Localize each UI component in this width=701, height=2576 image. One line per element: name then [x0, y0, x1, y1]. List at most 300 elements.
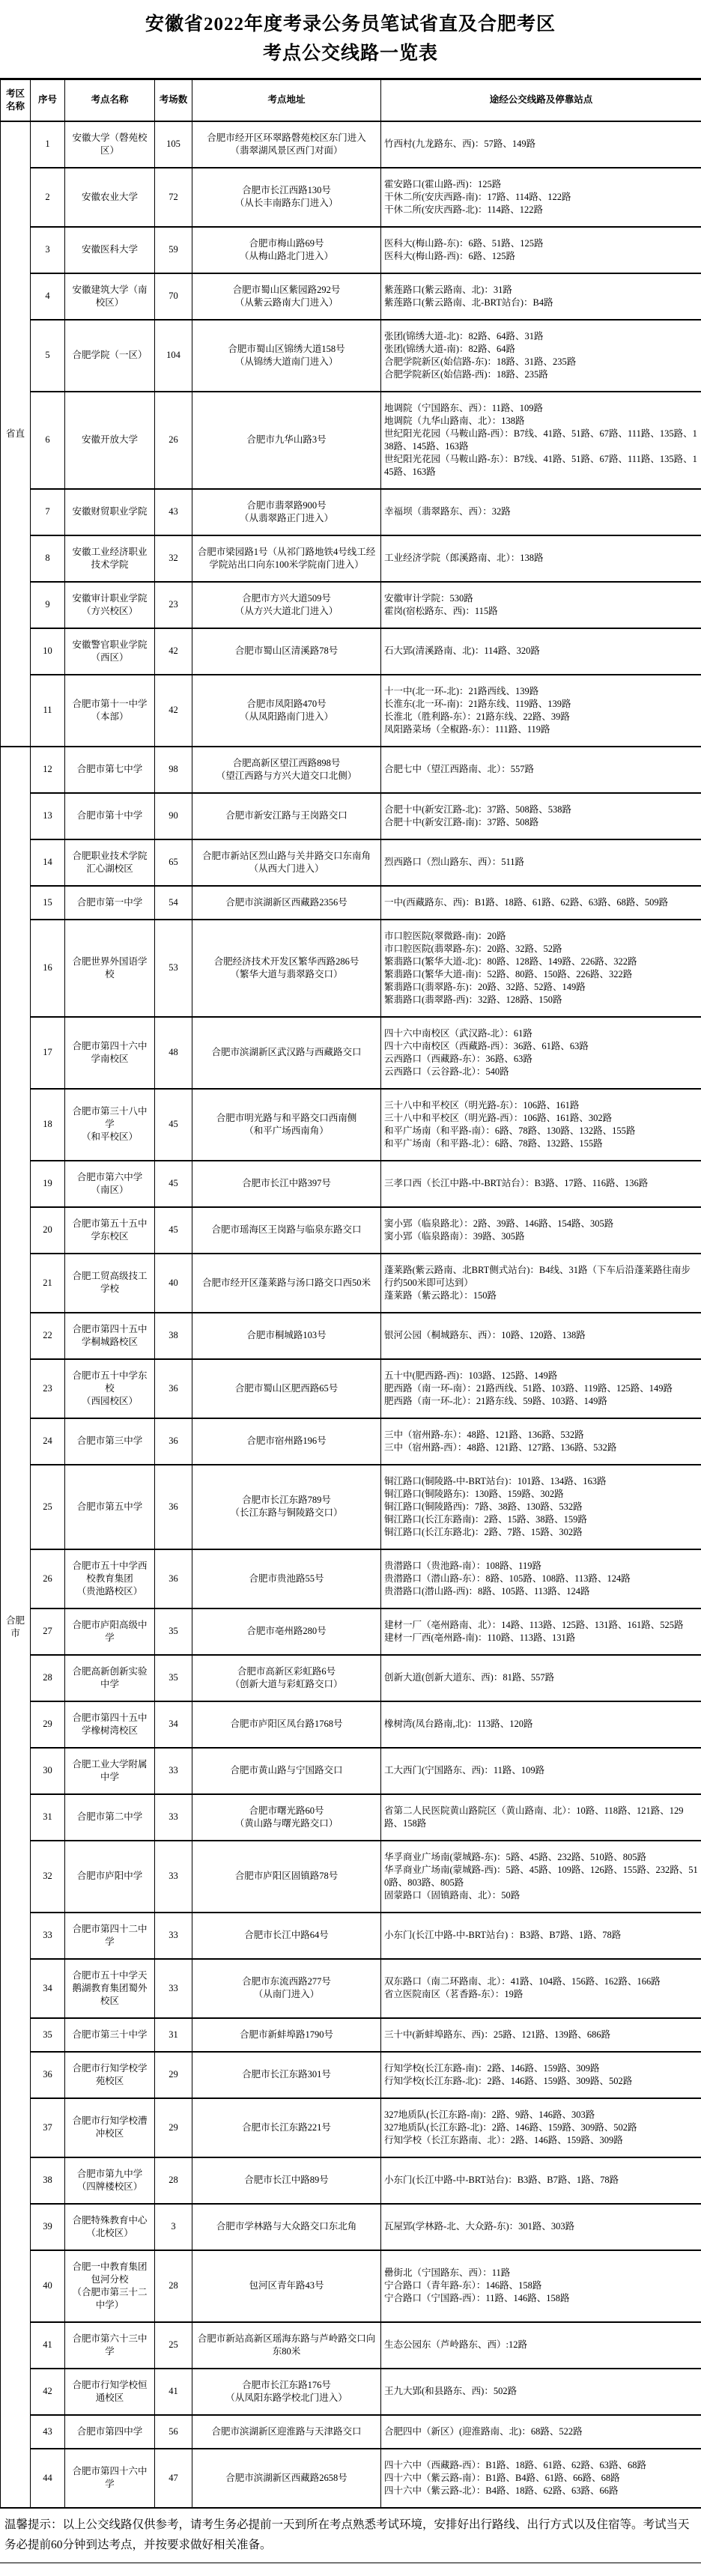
table-row — [1, 489, 701, 535]
bus-routes-cell — [381, 793, 701, 839]
bus-routes-cell — [381, 320, 701, 392]
site-address-cell: 合肥市瑶海区王岗路与临泉东路交口 — [192, 1207, 381, 1254]
room-count-cell: 48 — [155, 1017, 192, 1089]
site-name-cell: 合肥市第三中学 — [65, 1418, 155, 1465]
table-row — [1, 2052, 701, 2098]
room-count-cell: 45 — [155, 1207, 192, 1254]
site-name-cell: 合肥市庐阳中学 — [65, 1841, 155, 1913]
room-count-cell: 56 — [155, 2415, 192, 2449]
site-address-cell: 合肥市黄山路与宁国路交口 — [192, 1748, 381, 1794]
room-count-cell: 38 — [155, 1313, 192, 1359]
room-count-cell: 40 — [155, 1254, 192, 1313]
site-address-cell: 合肥市庐阳区固镇路78号 — [192, 1841, 381, 1913]
site-name-cell: 合肥市第一中学 — [65, 886, 155, 920]
seq-no-cell: 37 — [31, 2098, 65, 2157]
site-name-cell: 安徽警官职业学院（西区） — [65, 628, 155, 675]
table-row — [1, 1701, 701, 1748]
seq-no-cell: 19 — [31, 1161, 65, 1207]
table-row — [1, 2322, 701, 2369]
bus-routes-cell — [381, 1089, 701, 1161]
route-line: 工大西门(宁国路东、西)：11路、109路 — [384, 1765, 545, 1775]
exam-area-cell: 省直 — [1, 121, 31, 747]
bus-routes-cell — [381, 1841, 701, 1913]
route-line: 三十八中和平校区（明光路-西）：106路、161路、302路 — [384, 1112, 613, 1123]
table-row — [1, 747, 701, 793]
site-address-cell: 合肥市经开区蓬莱路与汤口路交口西50米 — [192, 1254, 381, 1313]
route-line: 王九大郢(和县路东、西)：502路 — [384, 2386, 518, 2396]
bus-routes-cell — [381, 489, 701, 535]
site-name-cell: 合肥市第四十二中学 — [65, 1913, 155, 1959]
site-address-cell: 合肥市长江东路221号 — [192, 2098, 381, 2157]
table-row — [1, 1748, 701, 1794]
bus-routes-cell — [381, 2250, 701, 2322]
room-count-cell: 42 — [155, 628, 192, 675]
site-address-cell: 合肥市蜀山区肥西路65号 — [192, 1359, 381, 1418]
bus-routes-cell — [381, 2098, 701, 2157]
route-line: 竹西村(九龙路东、西)：57路、149路 — [384, 139, 536, 149]
bus-routes-cell — [381, 1959, 701, 2018]
room-count-cell: 41 — [155, 2369, 192, 2415]
room-count-cell: 104 — [155, 320, 192, 392]
table-row — [1, 582, 701, 628]
table-row — [1, 1465, 701, 1549]
site-address-cell: 合肥市长江东路176号 （从凤阳东路学校北门进入） — [192, 2369, 381, 2415]
seq-no-cell: 21 — [31, 1254, 65, 1313]
site-name-cell: 安徽大学（磬苑校区） — [65, 121, 155, 168]
route-line: 市口腔医院(翠微路-南)：20路 — [384, 930, 506, 941]
room-count-cell: 31 — [155, 2018, 192, 2052]
route-line: 四十六中（西藏路-西）：B1路、18路、61路、62路、63路、68路 — [384, 2459, 647, 2470]
seq-no-cell: 2 — [31, 168, 65, 227]
bus-routes-cell — [381, 1207, 701, 1254]
seq-no-cell: 23 — [31, 1359, 65, 1418]
route-line: 省第二人民医院黄山路院区（黄山路南、北）：10路、118路、121路、129路、158路 — [384, 1805, 684, 1829]
column-header-site-name: 考点名称 — [65, 79, 155, 121]
site-address-cell: 合肥市凤阳路470号 （从凤阳路南门进入） — [192, 675, 381, 747]
seq-no-cell: 10 — [31, 628, 65, 675]
seq-no-cell: 38 — [31, 2157, 65, 2204]
table-row — [1, 628, 701, 675]
seq-no-cell: 6 — [31, 392, 65, 489]
route-line: 云西路口（西藏路-东）：36路、63路 — [384, 1053, 532, 1064]
route-line: 繁翡路口(翡翠路-东)：20路、32路、52路、149路 — [384, 981, 586, 992]
seq-no-cell: 27 — [31, 1609, 65, 1655]
bus-routes-cell — [381, 1017, 701, 1089]
title-line-2: 考点公交线路一览表 — [262, 43, 438, 64]
site-name-cell: 合肥市第五十五中学东校区 — [65, 1207, 155, 1254]
route-line: 铜江路口(长江东路南)：2路、15路、38路、159路 — [384, 1513, 587, 1525]
route-line: 合肥四中（新区）(迎淮路南、北)：68路、522路 — [384, 2425, 583, 2437]
route-line: 肥西路（南一环-南）：21路西线、51路、103路、119路、125路、149路 — [384, 1382, 673, 1394]
route-line: 干休二所(安庆西路-南)：17路、114路、122路 — [384, 191, 571, 202]
route-line: 五十中(肥西路-西)：103路、125路、149路 — [384, 1370, 558, 1381]
table-row — [1, 1841, 701, 1913]
site-name-cell: 合肥市行知学校学苑校区 — [65, 2052, 155, 2098]
table-row — [1, 675, 701, 747]
seq-no-cell: 3 — [31, 227, 65, 273]
route-line: 三中（宿州路-西）：48路、121路、127路、136路、532路 — [384, 1442, 617, 1453]
bus-routes-cell — [381, 628, 701, 675]
site-address-cell: 合肥市蜀山区清溪路78号 — [192, 628, 381, 675]
site-name-cell: 合肥市第四十五中学橡树湾校区 — [65, 1701, 155, 1748]
route-line: 合肥学院新区(始信路-西)：18路、235路 — [384, 368, 548, 380]
route-line: 工业经济学院（郎溪路南、北）：138路 — [384, 553, 544, 563]
route-line: 地调院（宁国路东、西）：11路、109路 — [384, 402, 544, 413]
route-line: 凤阳路菜场（全椒路-东）：111路、119路 — [384, 723, 550, 735]
table-row — [1, 1161, 701, 1207]
site-name-cell: 合肥市第四十六中学 — [65, 2449, 155, 2508]
site-name-cell: 合肥市第六十三中学 — [65, 2322, 155, 2369]
room-count-cell: 90 — [155, 793, 192, 839]
route-line: 蓬莱路(紫云路南、北BRT侧式站台)：B4线、31路（下车后沿蓬莱路往南步行约500米即可达到） — [384, 1264, 691, 1288]
route-line: 地调院（九华山路南、北）：138路 — [384, 415, 525, 426]
site-name-cell: 安徽医科大学 — [65, 227, 155, 273]
room-count-cell: 43 — [155, 489, 192, 535]
site-address-cell: 合肥市亳州路280号 — [192, 1609, 381, 1655]
site-address-cell: 合肥市新安江路与王岗路交口 — [192, 793, 381, 839]
footer-reminder-note: 温馨提示：以上公交线路仅供参考，请考生务必提前一天到所在考点熟悉考试环境，安排好出行路线、出行方式以及住宿等。考试当天务必提前60分钟到达考点，并按要求做好相关准备。 — [0, 2509, 701, 2563]
seq-no-cell: 16 — [31, 920, 65, 1017]
route-line: 张团(锦绣大道-南)：82路、64路 — [384, 343, 515, 354]
room-count-cell: 33 — [155, 1913, 192, 1959]
table-row — [1, 2204, 701, 2250]
route-line: 四十六中（紫云路-南）：B1路、B4路、61路、66路、68路 — [384, 2472, 620, 2483]
seq-no-cell: 1 — [31, 121, 65, 168]
column-header-exam-area: 考区名称 — [1, 79, 31, 121]
table-row — [1, 1254, 701, 1313]
room-count-cell: 33 — [155, 1959, 192, 2018]
room-count-cell: 26 — [155, 392, 192, 489]
seq-no-cell: 30 — [31, 1748, 65, 1794]
route-line: 省立医院南区（茗香路-东）：19路 — [384, 1989, 524, 1999]
site-address-cell: 合肥市滨湖新区武汉路与西藏路交口 — [192, 1017, 381, 1089]
site-name-cell: 合肥市行知学校漕冲校区 — [65, 2098, 155, 2157]
room-count-cell: 23 — [155, 582, 192, 628]
site-address-cell: 合肥市滨湖新区迎淮路与天津路交口 — [192, 2415, 381, 2449]
route-line: 华孚商业广场南(蒙城路-东)：5路、45路、232路、510路、805路 — [384, 1851, 646, 1862]
site-name-cell: 合肥市第二中学 — [65, 1794, 155, 1841]
route-line: 窦小郢（临泉路北）：2路、39路、146路、154路、305路 — [384, 1218, 614, 1229]
route-line: 银河公园（桐城路东、西）：10路、120路、138路 — [384, 1330, 586, 1340]
seq-no-cell: 13 — [31, 793, 65, 839]
seq-no-cell: 8 — [31, 535, 65, 582]
route-line: 327地质队(长江东路-北)：2路、146路、159路、309路、502路 — [384, 2121, 637, 2133]
site-name-cell: 合肥市行知学校恒通校区 — [65, 2369, 155, 2415]
site-address-cell: 合肥高新区望江西路898号 （望江西路与方兴大道交口北侧） — [192, 747, 381, 793]
seq-no-cell: 25 — [31, 1465, 65, 1549]
site-name-cell: 合肥职业技术学院汇心湖校区 — [65, 839, 155, 886]
room-count-cell: 98 — [155, 747, 192, 793]
table-row — [1, 2098, 701, 2157]
site-name-cell: 安徽农业大学 — [65, 168, 155, 227]
route-line: 合肥学院新区(始信路-东)：18路、31路、235路 — [384, 356, 577, 367]
exam-area-cell: 合肥市 — [1, 747, 31, 2508]
room-count-cell: 33 — [155, 1748, 192, 1794]
room-count-cell: 45 — [155, 1161, 192, 1207]
seq-no-cell: 31 — [31, 1794, 65, 1841]
seq-no-cell: 5 — [31, 320, 65, 392]
route-line: 云西路口（云谷路-北）：540路 — [384, 1066, 509, 1077]
table-row — [1, 2018, 701, 2052]
site-name-cell: 合肥世界外国语学校 — [65, 920, 155, 1017]
room-count-cell: 36 — [155, 1549, 192, 1609]
site-name-cell: 合肥市五十中学东校 （西园校区） — [65, 1359, 155, 1418]
bus-routes-cell — [381, 121, 701, 168]
route-line: 三孝口西（长江中路-中-BRT站台）：B3路、17路、116路、136路 — [384, 1178, 649, 1188]
route-line: 四十六中南校区（西藏路-西）：36路、61路、63路 — [384, 1040, 589, 1051]
seq-no-cell: 32 — [31, 1841, 65, 1913]
site-name-cell: 合肥市庐阳高级中学 — [65, 1609, 155, 1655]
table-row — [1, 1359, 701, 1418]
room-count-cell: 53 — [155, 920, 192, 1017]
route-line: 罍街北（宁国路东、西）：11路 — [384, 2267, 511, 2278]
site-name-cell: 合肥市第五中学 — [65, 1465, 155, 1549]
site-address-cell: 合肥市高新区彩虹路6号 （创新大道与彩虹路交口） — [192, 1655, 381, 1701]
route-line: 合肥十中(新安江路-北)：37路、508路、538路 — [384, 804, 571, 815]
table-row — [1, 1549, 701, 1609]
site-name-cell: 合肥市第三十八中学 （和平校区） — [65, 1089, 155, 1161]
site-address-cell: 合肥市长江西路130号 （从长丰南路东门进入） — [192, 168, 381, 227]
bus-routes-cell — [381, 1701, 701, 1748]
route-line: 长淮北（胜利路-东）：21路东线、22路、39路 — [384, 711, 570, 722]
table-row — [1, 273, 701, 320]
site-name-cell: 安徽工业经济职业技术学院 — [65, 535, 155, 582]
seq-no-cell: 29 — [31, 1701, 65, 1748]
route-line: 石大郢(清溪路南、北)：114路、320路 — [384, 645, 540, 656]
bus-routes-cell — [381, 273, 701, 320]
seq-no-cell: 12 — [31, 747, 65, 793]
seq-no-cell: 4 — [31, 273, 65, 320]
room-count-cell: 34 — [155, 1701, 192, 1748]
table-row — [1, 1655, 701, 1701]
route-line: 和平广场南（和平路-北）：6路、78路、132路、155路 — [384, 1137, 603, 1149]
site-address-cell: 包河区青年路43号 — [192, 2250, 381, 2322]
seq-no-cell: 35 — [31, 2018, 65, 2052]
seq-no-cell: 9 — [31, 582, 65, 628]
seq-no-cell: 42 — [31, 2369, 65, 2415]
bus-routes-cell — [381, 2449, 701, 2508]
site-address-cell: 合肥市长江中路89号 — [192, 2157, 381, 2204]
title-line-1: 安徽省2022年度考录公务员笔试省直及合肥考区 — [145, 14, 556, 34]
route-line: 铜江路口(长江东路北)：2路、7路、15路、302路 — [384, 1526, 583, 1537]
seq-no-cell: 40 — [31, 2250, 65, 2322]
room-count-cell: 35 — [155, 1609, 192, 1655]
room-count-cell: 72 — [155, 168, 192, 227]
seq-no-cell: 14 — [31, 839, 65, 886]
table-row — [1, 1959, 701, 2018]
seq-no-cell: 17 — [31, 1017, 65, 1089]
room-count-cell: 45 — [155, 1089, 192, 1161]
route-line: 繁翡路口(翡翠路-西)：32路、128路、150路 — [384, 994, 562, 1005]
site-address-cell: 合肥市贵池路55号 — [192, 1549, 381, 1609]
bus-routes-cell — [381, 2052, 701, 2098]
table-row — [1, 168, 701, 227]
site-name-cell: 安徽建筑大学（南校区） — [65, 273, 155, 320]
site-address-cell: 合肥市新站高新区瑶海东路与芦岭路交口向东80米 — [192, 2322, 381, 2369]
room-count-cell: 105 — [155, 121, 192, 168]
route-line: 贵潜路口(潜山路-西)：8路、105路、113路、124路 — [384, 1585, 590, 1597]
room-count-cell: 36 — [155, 1465, 192, 1549]
table-row — [1, 793, 701, 839]
room-count-cell: 59 — [155, 227, 192, 273]
site-name-cell: 合肥市第七中学 — [65, 747, 155, 793]
site-address-cell: 合肥市滨湖新区西藏路2356号 — [192, 886, 381, 920]
route-line: 橡树湾(凤台路南,北)：113路、120路 — [384, 1719, 533, 1729]
site-name-cell: 合肥市第六中学（南区） — [65, 1161, 155, 1207]
table-row — [1, 535, 701, 582]
bus-routes-cell — [381, 1161, 701, 1207]
bus-routes-cell — [381, 1549, 701, 1609]
route-line: 安徽审计学院：530路 — [384, 592, 473, 604]
route-line: 小东门(长江中路-中-BRT站台)：B3路、B7路、1路、78路 — [384, 2175, 619, 2185]
table-row — [1, 1089, 701, 1161]
bus-routes-cell — [381, 1359, 701, 1418]
room-count-cell: 28 — [155, 2250, 192, 2322]
route-line: 贵潜路口（贵池路-南）：108路、119路 — [384, 1560, 541, 1571]
room-count-cell: 65 — [155, 839, 192, 886]
table-row — [1, 2415, 701, 2449]
room-count-cell: 47 — [155, 2449, 192, 2508]
route-line: 固蒙路口（固镇路南、北）：50路 — [384, 1889, 521, 1901]
table-row — [1, 839, 701, 886]
route-line: 幸福坝（翡翠路东、西）：32路 — [384, 506, 511, 517]
route-line: 世纪阳光花园（马鞍山路-东）：B7线、41路、51路、67路、111路、135路、145路、163路 — [384, 453, 697, 477]
site-name-cell: 合肥市第四中学 — [65, 2415, 155, 2449]
table-row — [1, 1418, 701, 1465]
seq-no-cell: 20 — [31, 1207, 65, 1254]
seq-no-cell: 18 — [31, 1089, 65, 1161]
route-line: 双东路口（南二环路南、北）：41路、104路、156路、162路、166路 — [384, 1976, 661, 1987]
route-line: 四十六中（紫云路-北）：B4路、18路、62路、63路、66路 — [384, 2485, 619, 2496]
room-count-cell: 70 — [155, 273, 192, 320]
table-row — [1, 392, 701, 489]
site-name-cell: 合肥学院（一区） — [65, 320, 155, 392]
site-address-cell: 合肥市长江中路64号 — [192, 1913, 381, 1959]
site-address-cell: 合肥市方兴大道509号 （从方兴大道北门进入） — [192, 582, 381, 628]
site-address-cell: 合肥市曙光路60号 （黄山路与曙光路交口） — [192, 1794, 381, 1841]
site-address-cell: 合肥市九华山路3号 — [192, 392, 381, 489]
seq-no-cell: 36 — [31, 2052, 65, 2098]
room-count-cell: 36 — [155, 1418, 192, 1465]
site-name-cell: 安徽审计职业学院（方兴校区） — [65, 582, 155, 628]
route-line: 行知学校(长江东路-北)：2路、146路、159路、309路、502路 — [384, 2075, 633, 2086]
site-address-cell: 合肥市庐阳区凤台路1768号 — [192, 1701, 381, 1748]
bus-routes-cell — [381, 1748, 701, 1794]
site-address-cell: 合肥市明光路与和平路交口西南侧 （和平广场西南角） — [192, 1089, 381, 1161]
table-row — [1, 920, 701, 1017]
site-address-cell: 合肥市学林路与大众路交口东北角 — [192, 2204, 381, 2250]
route-line: 327地质队(长江东路-南)：2路、9路、146路、303路 — [384, 2109, 595, 2120]
seq-no-cell: 41 — [31, 2322, 65, 2369]
bus-routes-cell — [381, 886, 701, 920]
seq-no-cell: 44 — [31, 2449, 65, 2508]
site-address-cell: 合肥市蜀山区紫园路292号 （从紫云路南大门进入） — [192, 273, 381, 320]
column-header-bus-routes: 途经公交线路及停靠站点 — [381, 79, 701, 121]
route-line: 贵潜路口（潜山路-东）：8路、105路、108路、113路、124路 — [384, 1573, 631, 1584]
bus-routes-cell — [381, 2157, 701, 2204]
site-name-cell: 安徽财贸职业学院 — [65, 489, 155, 535]
route-line: 紫莲路口(紫云路南、北)：31路 — [384, 284, 512, 295]
table-row — [1, 886, 701, 920]
site-name-cell: 合肥市第十一中学（本部） — [65, 675, 155, 747]
site-address-cell: 合肥市东流西路277号 （从南门进入） — [192, 1959, 381, 2018]
route-line: 三中（宿州路-东）：48路、121路、136路、532路 — [384, 1429, 584, 1440]
site-name-cell: 合肥市第十中学 — [65, 793, 155, 839]
route-line: 干休二所(安庆西路-北)：114路、122路 — [384, 204, 544, 215]
site-name-cell: 合肥一中教育集团包河分校 （合肥市第三十二中学） — [65, 2250, 155, 2322]
route-line: 小东门(长江中路-中-BRT站台) ：B3路、B7路、1路、78路 — [384, 1930, 622, 1940]
bus-routes-cell — [381, 227, 701, 273]
site-name-cell: 合肥工贸高级技工学校 — [65, 1254, 155, 1313]
bus-routes-cell — [381, 1465, 701, 1549]
route-line: 瓦屋郢(学林路-北、大众路-东)：301路、303路 — [384, 2221, 575, 2232]
site-name-cell: 合肥市第四十六中学南校区 — [65, 1017, 155, 1089]
bus-routes-cell — [381, 2322, 701, 2369]
seq-no-cell: 34 — [31, 1959, 65, 2018]
seq-no-cell: 11 — [31, 675, 65, 747]
route-line: 长淮东(北一环-南)：21路东线、119路、139路 — [384, 698, 571, 709]
site-address-cell: 合肥市新蚌埠路1790号 — [192, 2018, 381, 2052]
bus-routes-cell — [381, 1609, 701, 1655]
route-line: 合肥七中（望江西路南、北）：557路 — [384, 764, 535, 774]
route-line: 铜江路口(铜陵路西)：7路、38路、130路、532路 — [384, 1501, 583, 1512]
table-row — [1, 2250, 701, 2322]
table-row — [1, 1609, 701, 1655]
route-line: 繁翡路口(繁华大道-北)：80路、128路、149路、226路、322路 — [384, 956, 637, 967]
seq-no-cell: 43 — [31, 2415, 65, 2449]
document-title — [0, 0, 701, 78]
room-count-cell: 29 — [155, 2098, 192, 2157]
bus-routes-cell — [381, 2204, 701, 2250]
route-line: 市口腔医院(翡翠路-东)：20路、32路、52路 — [384, 943, 562, 954]
table-row — [1, 1913, 701, 1959]
site-address-cell: 合肥市经开区环翠路磬苑校区东门进入 （翡翠湖风景区西门对面） — [192, 121, 381, 168]
bus-routes-cell — [381, 747, 701, 793]
table-row — [1, 227, 701, 273]
seq-no-cell: 15 — [31, 886, 65, 920]
route-line: 烈西路口（烈山路东、西）：511路 — [384, 857, 525, 867]
bus-routes-cell — [381, 839, 701, 886]
table-row — [1, 1017, 701, 1089]
site-name-cell: 合肥工业大学附属中学 — [65, 1748, 155, 1794]
route-line: 霍安路口(霍山路-西)：125路 — [384, 178, 502, 189]
route-line: 创新大道(创新大道东、西)：81路、557路 — [384, 1672, 555, 1683]
site-name-cell: 合肥特殊教育中心 （北校区） — [65, 2204, 155, 2250]
route-line: 医科大(梅山路-西)：6路、125路 — [384, 250, 515, 261]
site-address-cell: 合肥市新站区烈山路与关井路交口东南角 （从西大门进入） — [192, 839, 381, 886]
route-line: 四十六中南校区（武汉路-北）：61路 — [384, 1027, 532, 1039]
table-row — [1, 2157, 701, 2204]
site-name-cell: 合肥市第三十中学 — [65, 2018, 155, 2052]
route-line: 宁合路口（青年路-东）：146路、158路 — [384, 2280, 542, 2291]
route-line: 铜江路口(铜陵路东)：130路、159路、302路 — [384, 1488, 564, 1499]
site-name-cell: 合肥市第四十五中学桐城路校区 — [65, 1313, 155, 1359]
room-count-cell: 29 — [155, 2052, 192, 2098]
room-count-cell: 25 — [155, 2322, 192, 2369]
route-line: 医科大(梅山路-东)：6路、51路、125路 — [384, 237, 544, 249]
bus-routes-cell — [381, 1254, 701, 1313]
seq-no-cell: 22 — [31, 1313, 65, 1359]
bus-routes-cell — [381, 1913, 701, 1959]
bus-routes-cell — [381, 1418, 701, 1465]
bus-routes-cell — [381, 1655, 701, 1701]
table-header-row — [1, 79, 701, 121]
site-address-cell: 合肥市梅山路69号 （从梅山路北门进入） — [192, 227, 381, 273]
site-address-cell: 合肥市宿州路196号 — [192, 1418, 381, 1465]
seq-no-cell: 24 — [31, 1418, 65, 1465]
route-line: 行知学校(长江东路-南)：2路、146路、159路、309路 — [384, 2062, 600, 2074]
table-row — [1, 2449, 701, 2508]
